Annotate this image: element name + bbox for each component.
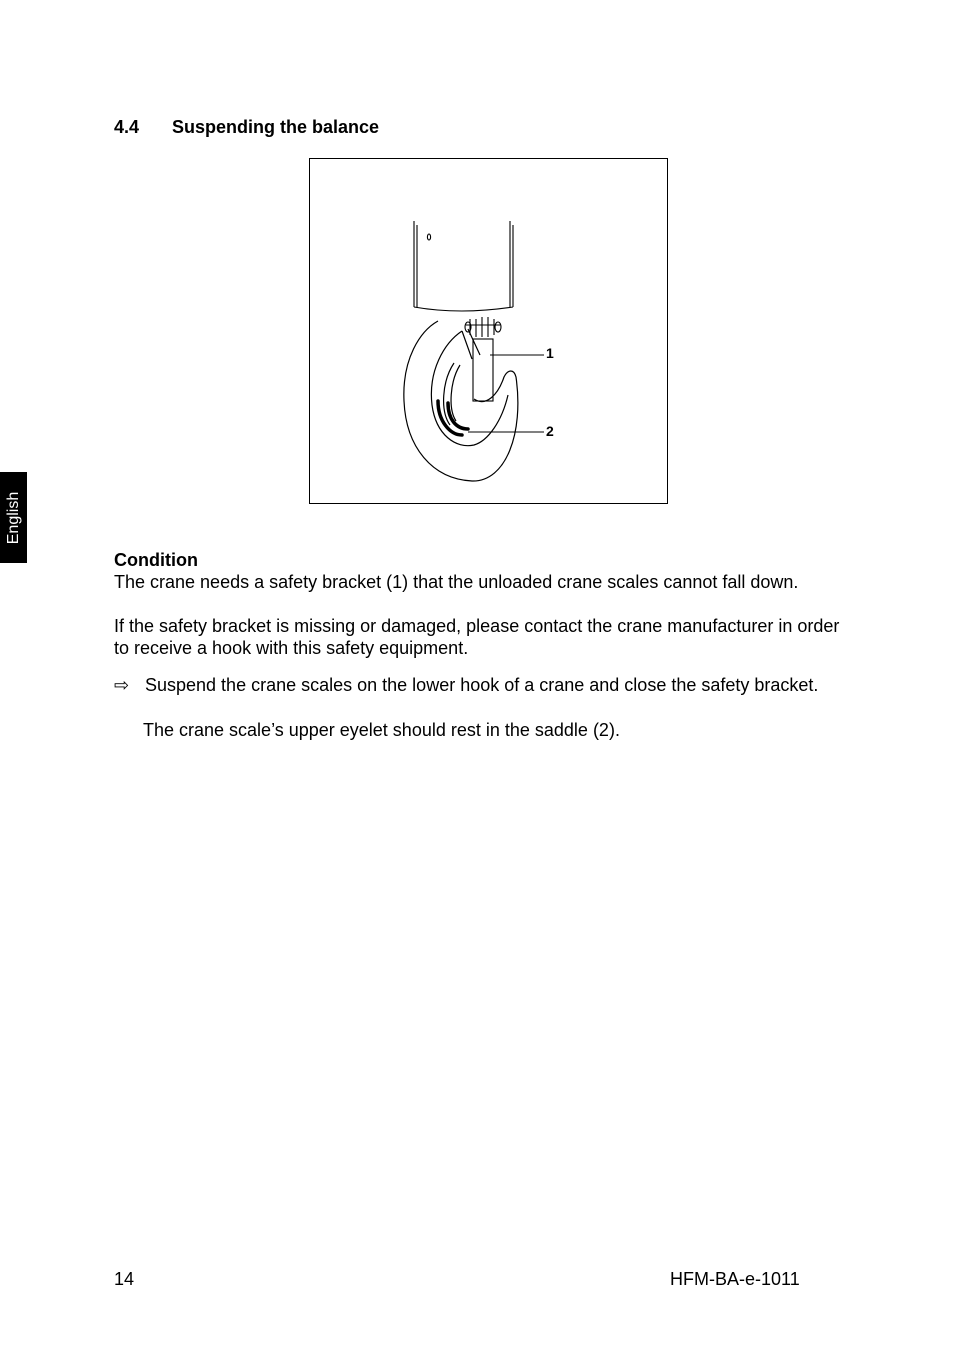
- crane-hook-illustration: [310, 159, 666, 502]
- language-label: English: [4, 491, 22, 544]
- section-number: 4.4: [114, 117, 140, 137]
- hook-figure: [309, 158, 668, 504]
- callout-label-1: 1: [546, 345, 554, 361]
- scale-body: [414, 221, 513, 311]
- instruction-step-text: Suspend the crane scales on the lower hook of a crane and close the safety bracket.: [145, 675, 819, 695]
- section-heading: [114, 117, 379, 138]
- saddle: [438, 401, 468, 435]
- document-code: HFM-BA-e-1011: [670, 1269, 800, 1289]
- instruction-result: The crane scale’s upper eyelet should rest in the saddle (2).: [143, 720, 620, 740]
- arrow-right-icon: ⇨: [114, 675, 130, 695]
- section-title: Suspending the balance: [172, 117, 380, 137]
- page-number: 14: [114, 1269, 135, 1289]
- language-side-tab: [0, 472, 27, 563]
- condition-heading: Condition: [114, 550, 198, 570]
- callout-leaders: [468, 355, 544, 432]
- condition-paragraph-1: The crane needs a safety bracket (1) that the unloaded crane scales cannot fall down.: [114, 572, 799, 592]
- condition-paragraph-2: If the safety bracket is missing or damaged, please contact the crane manufacturer in order to receive a hook with this safety equipment.: [114, 616, 840, 658]
- safety-bracket: [465, 317, 501, 401]
- callout-label-2: 2: [546, 423, 554, 439]
- hook: [404, 321, 518, 481]
